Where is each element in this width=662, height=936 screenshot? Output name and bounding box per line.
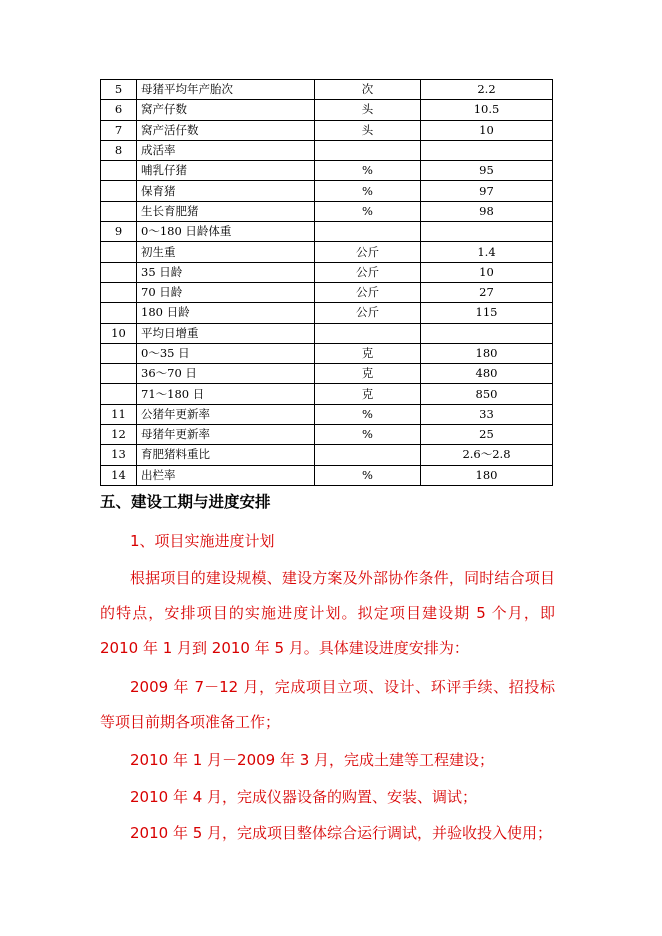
row-unit: % [315, 465, 421, 485]
row-value: 97 [421, 181, 553, 201]
table-row [101, 425, 553, 445]
row-unit: % [315, 201, 421, 221]
row-value: 27 [421, 282, 553, 302]
row-number: 7 [101, 120, 137, 140]
table-row [101, 282, 553, 302]
row-number: 6 [101, 100, 137, 120]
paragraph-phase-preparation: 2009 年 7－12 月，完成项目立项、设计、环评手续、招投标等项目前期各项准备工作； [100, 678, 555, 731]
row-item: 36～70 日 [137, 364, 315, 384]
row-value: 850 [421, 384, 553, 404]
row-item: 71～180 日 [137, 384, 315, 404]
row-item: 初生重 [137, 242, 315, 262]
row-unit: % [315, 425, 421, 445]
row-item: 出栏率 [137, 465, 315, 485]
row-unit [315, 323, 421, 343]
row-value: 95 [421, 161, 553, 181]
row-unit: 克 [315, 364, 421, 384]
row-number [101, 384, 137, 404]
row-value: 180 [421, 343, 553, 363]
row-value: 25 [421, 425, 553, 445]
row-number [101, 201, 137, 221]
row-value: 10.5 [421, 100, 553, 120]
table-row [101, 80, 553, 100]
table-row [101, 343, 553, 363]
row-number: 8 [101, 140, 137, 160]
row-item: 35 日龄 [137, 262, 315, 282]
table-row [101, 100, 553, 120]
row-value [421, 323, 553, 343]
row-value: 2.2 [421, 80, 553, 100]
table-row [101, 303, 553, 323]
row-unit: % [315, 181, 421, 201]
row-unit [315, 140, 421, 160]
table-row [101, 445, 553, 465]
row-value [421, 140, 553, 160]
row-number: 13 [101, 445, 137, 465]
row-unit: 克 [315, 343, 421, 363]
row-item: 母猪年更新率 [137, 425, 315, 445]
row-unit [315, 222, 421, 242]
row-unit: 头 [315, 120, 421, 140]
paragraph-phase-equipment: 2010 年 4 月，完成仪器设备的购置、安装、调试； [130, 788, 478, 806]
row-item: 180 日龄 [137, 303, 315, 323]
row-value: 33 [421, 404, 553, 424]
table-row [101, 384, 553, 404]
row-number [101, 242, 137, 262]
row-number [101, 343, 137, 363]
table-row [101, 140, 553, 160]
row-value: 1.4 [421, 242, 553, 262]
row-item: 公猪年更新率 [137, 404, 315, 424]
row-item: 0～35 日 [137, 343, 315, 363]
row-unit: 公斤 [315, 242, 421, 262]
table-row [101, 201, 553, 221]
table-row [101, 465, 553, 485]
table-row [101, 242, 553, 262]
row-item: 育肥猪料重比 [137, 445, 315, 465]
row-number [101, 161, 137, 181]
row-value: 10 [421, 262, 553, 282]
row-unit: % [315, 404, 421, 424]
row-item: 0～180 日龄体重 [137, 222, 315, 242]
table-row [101, 120, 553, 140]
row-unit: 公斤 [315, 282, 421, 302]
paragraph-phase-acceptance: 2010 年 5 月，完成项目整体综合运行调试，并验收投入使用； [130, 824, 553, 842]
table-row [101, 222, 553, 242]
row-unit: 次 [315, 80, 421, 100]
row-value: 180 [421, 465, 553, 485]
row-unit: 公斤 [315, 303, 421, 323]
row-number [101, 282, 137, 302]
subsection-heading: 1、项目实施进度计划 [130, 532, 275, 550]
row-item: 窝产活仔数 [137, 120, 315, 140]
row-item: 哺乳仔猪 [137, 161, 315, 181]
row-number: 5 [101, 80, 137, 100]
table-row [101, 323, 553, 343]
table-row [101, 404, 553, 424]
paragraph-schedule-intro: 根据项目的建设规模、建设方案及外部协作条件，同时结合项目的特点，安排项目的实施进度计划。拟定项目建设期 5 个月，即 2010 年 1 月到 2010 年 5 月。具体建设进度安排为： [100, 569, 555, 657]
indicator-table-body [101, 80, 553, 486]
row-unit: % [315, 161, 421, 181]
row-value: 480 [421, 364, 553, 384]
row-item: 70 日龄 [137, 282, 315, 302]
row-value [421, 222, 553, 242]
row-number [101, 181, 137, 201]
row-item: 母猪平均年产胎次 [137, 80, 315, 100]
row-number: 9 [101, 222, 137, 242]
table-row [101, 161, 553, 181]
row-value: 115 [421, 303, 553, 323]
table-row [101, 364, 553, 384]
indicator-table [100, 79, 553, 486]
table-row [101, 262, 553, 282]
row-unit: 公斤 [315, 262, 421, 282]
row-number: 14 [101, 465, 137, 485]
row-number: 11 [101, 404, 137, 424]
row-value: 98 [421, 201, 553, 221]
row-item: 保育猪 [137, 181, 315, 201]
row-item: 生长育肥猪 [137, 201, 315, 221]
section-heading: 五、建设工期与进度安排 [100, 493, 271, 511]
row-number [101, 303, 137, 323]
table-row [101, 181, 553, 201]
row-number [101, 364, 137, 384]
row-number [101, 262, 137, 282]
row-value: 2.6～2.8 [421, 445, 553, 465]
row-unit: 头 [315, 100, 421, 120]
row-unit [315, 445, 421, 465]
row-unit: 克 [315, 384, 421, 404]
row-number: 12 [101, 425, 137, 445]
row-item: 成活率 [137, 140, 315, 160]
row-number: 10 [101, 323, 137, 343]
row-value: 10 [421, 120, 553, 140]
row-item: 平均日增重 [137, 323, 315, 343]
paragraph-phase-construction: 2010 年 1 月－2009 年 3 月，完成土建等工程建设； [130, 751, 495, 769]
row-item: 窝产仔数 [137, 100, 315, 120]
